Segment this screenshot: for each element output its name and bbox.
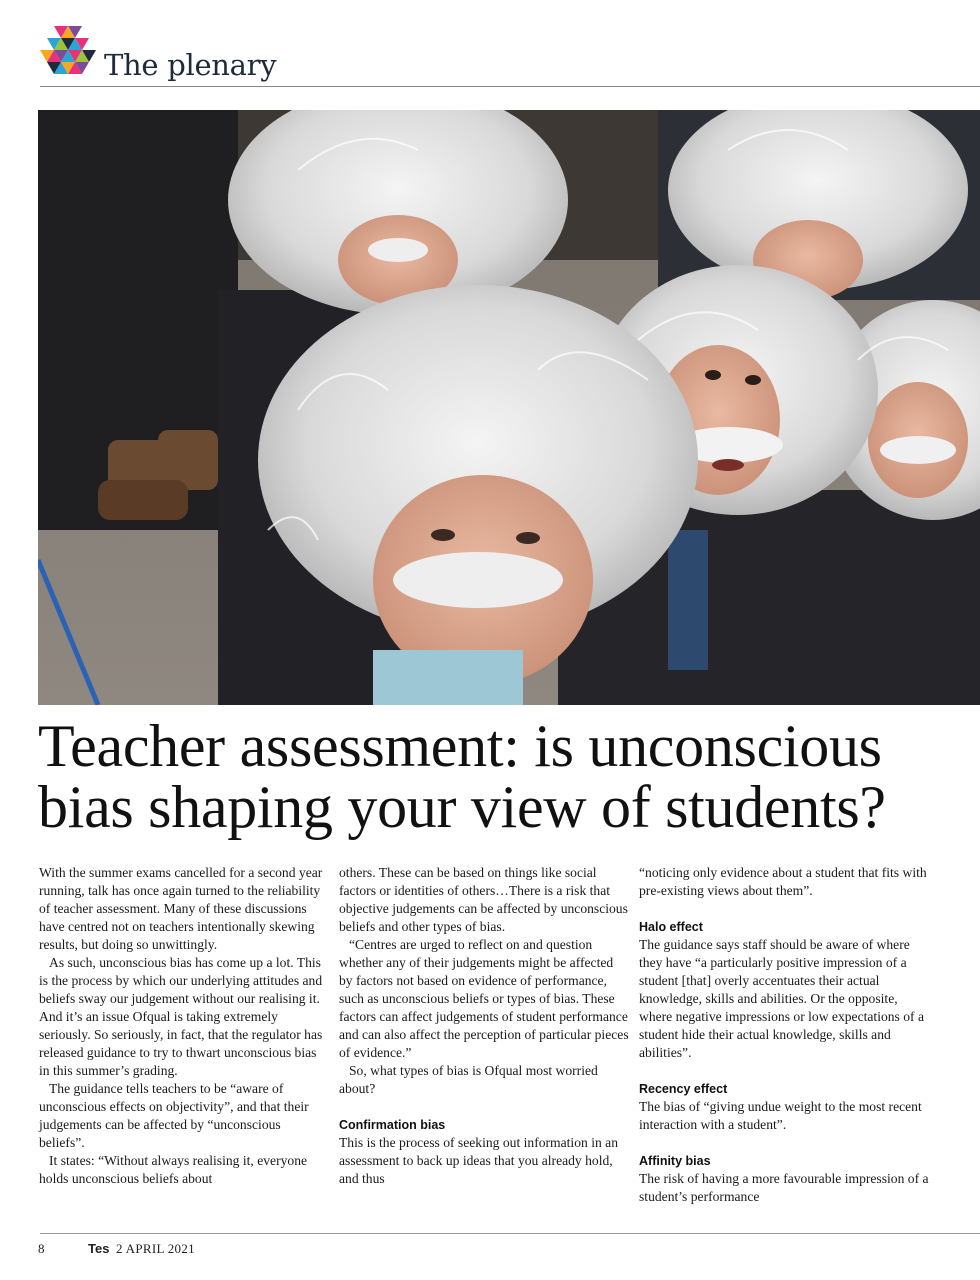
subheading-recency-effect: Recency effect [639, 1082, 728, 1096]
subheading-halo-effect: Halo effect [639, 920, 703, 934]
spacer [639, 1134, 929, 1152]
paragraph: As such, unconscious bias has come up a lot. This is the process by which our underlying attitudes and beliefs sway our judgement without our realising it. And it’s an issue Ofqual is taking extremely seriously. So seriously, in fact, that the regulator has released guidance to try to thwart unconscious bias in this summer’s grading. [39, 955, 323, 1078]
article-column-2 [339, 864, 629, 1188]
paragraph: The risk of having a more favourable impression of a student’s performance [639, 1171, 929, 1204]
article-column-1 [39, 864, 329, 1188]
article-column-3 [639, 864, 929, 1206]
subheading-affinity-bias: Affinity bias [639, 1154, 711, 1168]
page-header [40, 20, 980, 86]
issue-date: 2 APRIL 2021 [116, 1241, 195, 1256]
header-divider [40, 86, 980, 87]
section-title: The plenary [104, 48, 277, 82]
spacer [339, 1098, 629, 1116]
spacer [639, 900, 929, 918]
paragraph: So, what types of bias is Ofqual most worried about? [339, 1063, 598, 1096]
paragraph: others. These can be based on things like social factors or identities of others…There is a risk that objective judgements can be affected by unconscious beliefs and other types of bias. [339, 865, 628, 934]
spacer [639, 1062, 929, 1080]
article-photo [38, 110, 980, 705]
paragraph: The guidance says staff should be aware of where they have “a particularly positive impression of a student [that] overly accentuates their actual knowledge, skills and abilities. Or the opposite, where negative impressions or low expectations of a student hide their actual knowledge, skills and abilities”. [639, 937, 925, 1060]
photo-image [38, 110, 980, 705]
page-number: 8 [38, 1241, 45, 1256]
subheading-confirmation-bias: Confirmation bias [339, 1118, 446, 1132]
footer-divider [40, 1233, 980, 1234]
brand-name: Tes [88, 1241, 110, 1256]
paragraph: “noticing only evidence about a student that fits with pre-existing views about them”. [639, 865, 927, 898]
paragraph: The bias of “giving undue weight to the most recent interaction with a student”. [639, 1099, 922, 1132]
paragraph: It states: “Without always realising it, everyone holds unconscious beliefs about [39, 1153, 308, 1186]
paragraph: The guidance tells teachers to be “aware of unconscious effects on objectivity”, and that their judgements can be affected by “unconscious beliefs”. [39, 1081, 309, 1150]
article-body [39, 864, 939, 1224]
paragraph: “Centres are urged to reflect on and question whether any of their judgements might be affected by factors not based on evidence of performance, such as unconscious beliefs or types of bias. These factors can affect judgements of student performance and can also affect the perception of particular pieces of evidence.” [339, 937, 629, 1060]
article-headline: Teacher assessment: is unconscious bias shaping your view of students? [38, 713, 886, 840]
paragraph: This is the process of seeking out information in an assessment to back up ideas that you already hold, and thus [339, 1135, 618, 1186]
paragraph: With the summer exams cancelled for a second year running, talk has once again turned to the reliability of teacher assessment. Many of these discussions have centred not on teachers intentionally skewing results, but doing so unwittingly. [39, 865, 323, 952]
geometric-triangles-logo-icon [40, 22, 96, 78]
